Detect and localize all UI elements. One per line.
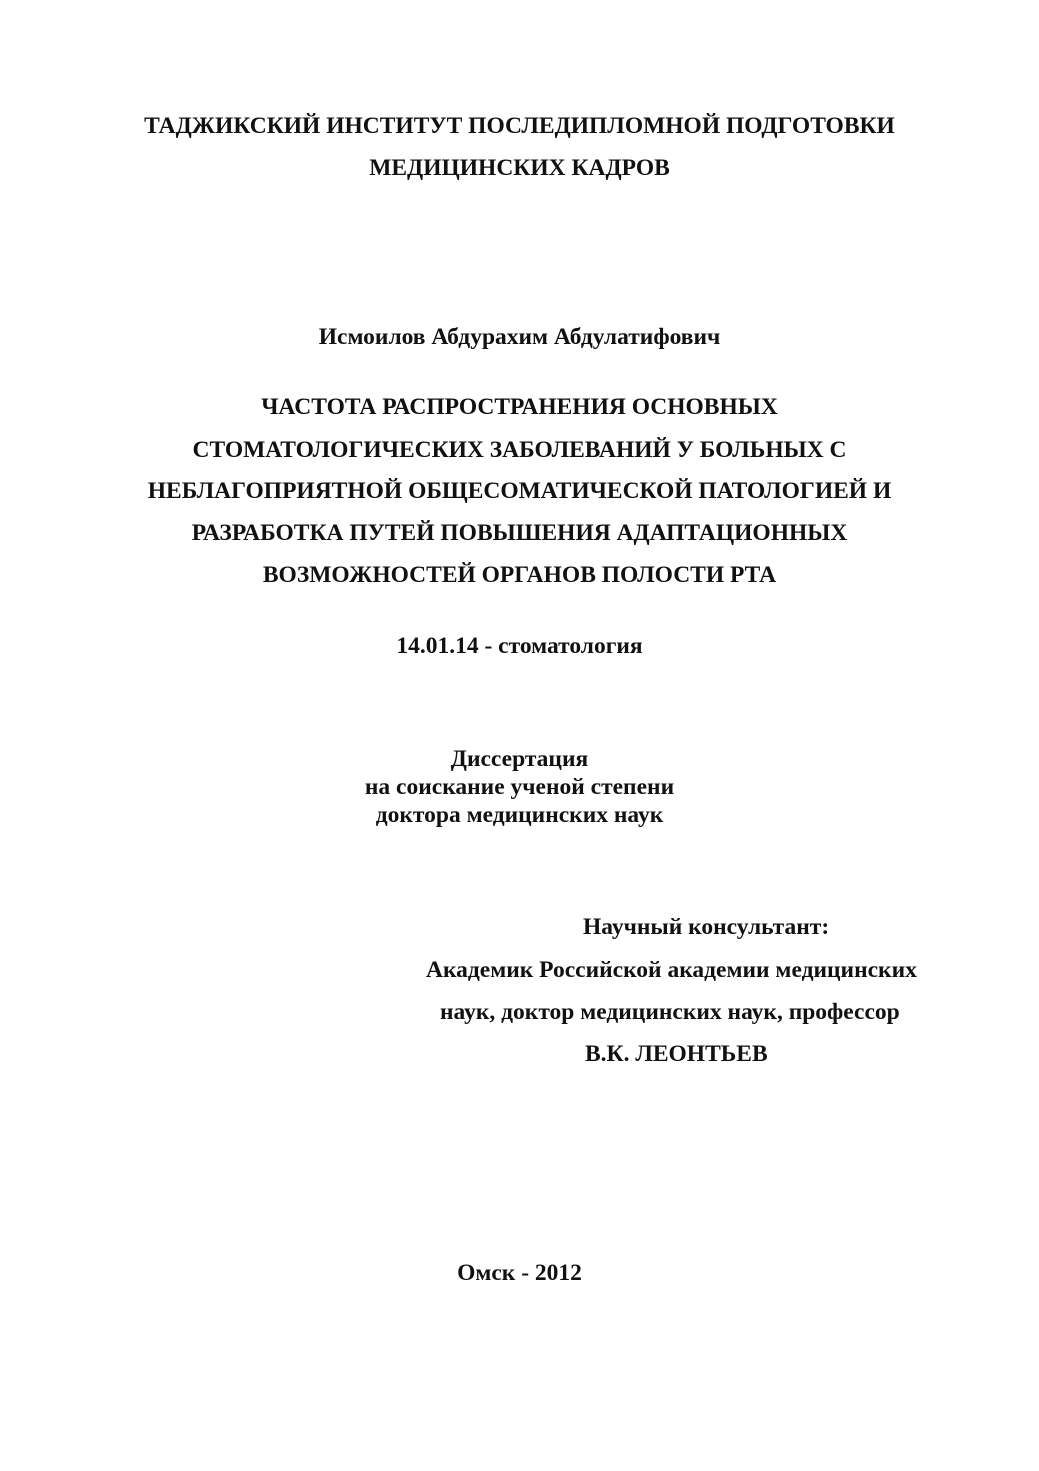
institution-line-2: МЕДИЦИНСКИХ КАДРОВ [369, 155, 670, 181]
title-line-3: НЕБЛАГОПРИЯТНОЙ ОБЩЕСОМАТИЧЕСКОЙ ПАТОЛОГИЕЙ И [147, 478, 892, 504]
title-line-2: СТОМАТОЛОГИЧЕСКИХ ЗАБОЛЕВАНИЙ У БОЛЬНЫХ С [192, 437, 847, 463]
title-line-4: РАЗРАБОТКА ПУТЕЙ ПОВЫШЕНИЯ АДАПТАЦИОННЫХ [191, 520, 848, 546]
degree-line-3: доктора медицинских наук [375, 802, 664, 828]
consultant-line-1: Академик Российской академии медицинских [426, 957, 917, 983]
institution-line-1: ТАДЖИКСКИЙ ИНСТИТУТ ПОСЛЕДИПЛОМНОЙ ПОДГОТОВКИ [144, 113, 895, 139]
degree-line-1: Диссертация [450, 746, 589, 772]
author-name: Исмоилов Абдурахим Абдулатифович [318, 324, 721, 350]
specialty-code: 14.01.14 - стоматология [396, 633, 643, 659]
consultant-name: В.К. ЛЕОНТЬЕВ [585, 1041, 768, 1067]
city-year: Омск - 2012 [457, 1260, 582, 1286]
title-line-1: ЧАСТОТА РАСПРОСТРАНЕНИЯ ОСНОВНЫХ [261, 394, 778, 420]
title-line-5: ВОЗМОЖНОСТЕЙ ОРГАНОВ ПОЛОСТИ РТА [262, 562, 777, 588]
degree-line-2: на соискание ученой степени [364, 774, 675, 800]
consultant-line-2: наук, доктор медицинских наук, профессор [440, 999, 900, 1025]
consultant-heading: Научный консультант: [583, 914, 830, 940]
